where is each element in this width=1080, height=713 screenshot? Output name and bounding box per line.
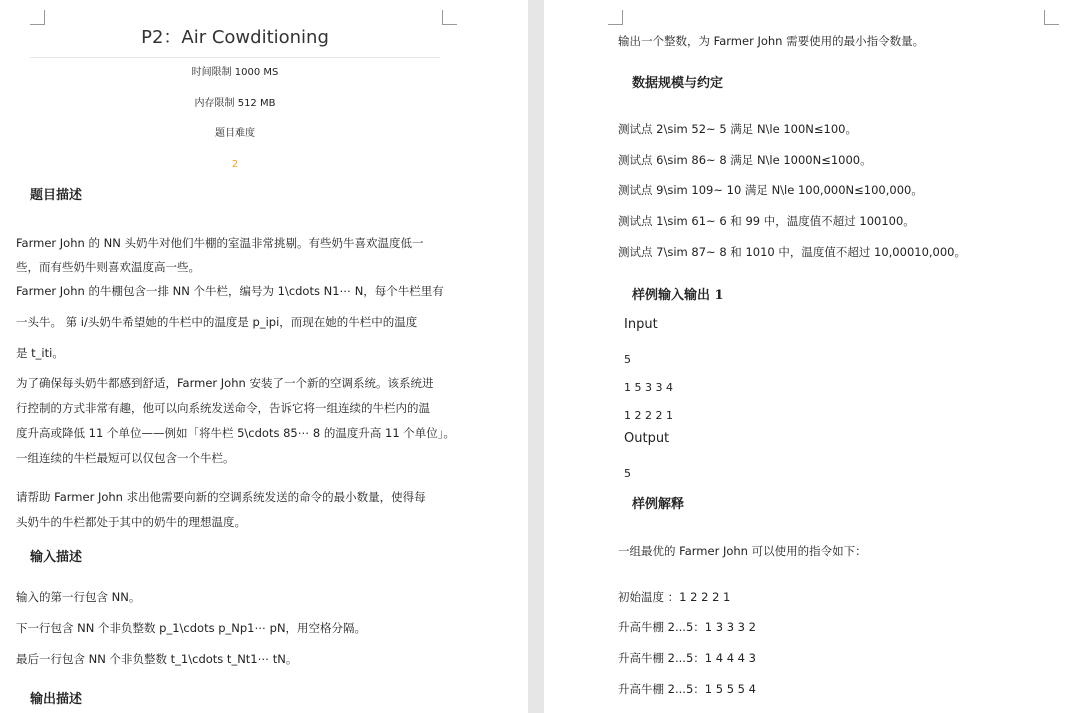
constraint-line: 测试点 9\sim 109~ 10 满足 N\le 100,000N≤100,000。 <box>618 183 923 197</box>
constraint-line: 测试点 6\sim 86~ 8 满足 N\le 1000N≤1000。 <box>618 153 872 167</box>
sample-input-line: 5 <box>624 353 631 366</box>
explanation-line: 升高牛棚 2...5：1 5 5 5 4 <box>618 682 756 696</box>
input-line: 输入的第一行包含 NN。 <box>16 590 141 604</box>
title-divider <box>30 57 440 58</box>
input-line: 最后一行包含 NN 个非负整数 t_1\cdots t_Nt1⋯ tN。 <box>16 652 298 666</box>
output-heading: 输出描述 <box>30 692 83 707</box>
time-limit: 时间限制 1000 MS <box>191 67 279 78</box>
constraint-line: 测试点 2\sim 52~ 5 满足 N\le 100N≤100。 <box>618 122 857 136</box>
input-heading: 输入描述 <box>30 550 83 565</box>
description-line: 头奶牛的牛栏都处于其中的奶牛的理想温度。 <box>16 515 246 529</box>
corner-mark <box>442 10 457 25</box>
corner-mark <box>608 10 623 25</box>
memory-limit: 内存限制 512 MB <box>194 98 276 109</box>
document-page-1 <box>0 0 528 713</box>
sample-input-label: Input <box>624 317 658 332</box>
description-line: Farmer John 的 NN 头奶牛对他们牛棚的室温非常挑剔。有些奶牛喜欢温度低一 <box>16 236 424 250</box>
sample-output-label: Output <box>624 431 670 446</box>
difficulty-value: 2 <box>231 159 239 170</box>
sample-input-line: 1 2 2 2 1 <box>624 409 673 422</box>
explanation-line: 升高牛棚 2...5：1 3 3 3 2 <box>618 620 756 634</box>
explanation-line: 一组最优的 Farmer John 可以使用的指令如下： <box>618 544 867 558</box>
description-line: 些，而有些奶牛则喜欢温度高一些。 <box>16 260 200 274</box>
sample-input-line: 1 5 3 3 4 <box>624 381 673 394</box>
description-line: 一组连续的牛栏最短可以仅包含一个牛栏。 <box>16 451 235 465</box>
explanation-line: 升高牛棚 2...5：1 4 4 4 3 <box>618 651 756 665</box>
constraint-line: 测试点 1\sim 61~ 6 和 99 中，温度值不超过 100100。 <box>618 214 915 228</box>
description-line: 为了确保每头奶牛都感到舒适，Farmer John 安装了一个新的空调系统。该系统进 <box>16 376 434 390</box>
description-line: Farmer John 的牛棚包含一排 NN 个牛栏，编号为 1\cdots N1⋯ N，每个牛栏里有 <box>16 284 444 298</box>
corner-mark <box>1044 10 1059 25</box>
description-heading: 题目描述 <box>30 188 83 203</box>
explanation-heading: 样例解释 <box>632 497 685 512</box>
sample-output-value: 5 <box>624 467 631 480</box>
output-description: 输出一个整数，为 Farmer John 需要使用的最小指令数量。 <box>618 34 925 48</box>
description-line: 度升高或降低 11 个单位——例如「将牛栏 5\cdots 85⋯ 8 的温度升高 11 个单位」。 <box>16 426 456 440</box>
description-line: 一头牛。 第 i/头奶牛希望她的牛栏中的温度是 p_ipi，而现在她的牛栏中的温度 <box>16 315 418 329</box>
description-line: 是 t_iti。 <box>16 346 64 360</box>
description-line: 请帮助 Farmer John 求出他需要向新的空调系统发送的命令的最小数量，使得每 <box>16 490 426 504</box>
constraints-heading: 数据规模与约定 <box>632 76 724 91</box>
input-line: 下一行包含 NN 个非负整数 p_1\cdots p_Np1⋯ pN，用空格分隔。 <box>16 621 367 635</box>
difficulty-label: 题目难度 <box>215 128 255 139</box>
corner-mark <box>30 10 45 25</box>
problem-title: P2：Air Cowditioning <box>141 27 329 48</box>
explanation-line: 初始温度 ：1 2 2 2 1 <box>618 590 731 604</box>
description-line: 行控制的方式非常有趣，他可以向系统发送命令，告诉它将一组连续的牛栏内的温 <box>16 401 430 415</box>
sample-heading: 样例输入输出 1 <box>632 288 724 303</box>
document-page-2 <box>544 0 1080 713</box>
constraint-line: 测试点 7\sim 87~ 8 和 1010 中，温度值不超过 10,00010,000。 <box>618 245 966 259</box>
